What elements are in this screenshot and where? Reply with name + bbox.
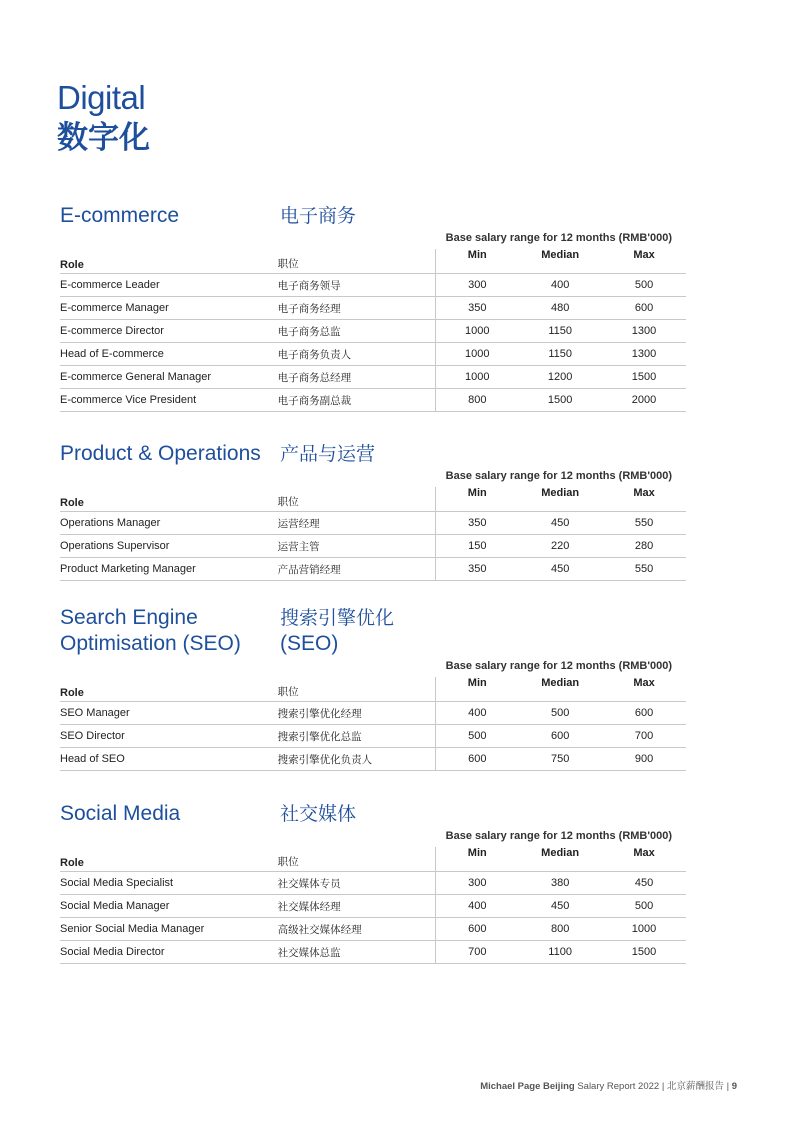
- median-cell: 450: [518, 558, 602, 581]
- table-row: [60, 702, 686, 725]
- max-cell: 280: [602, 535, 686, 558]
- max-cell: 600: [602, 702, 686, 725]
- header-median: Median: [518, 249, 602, 274]
- salary-range-label: Base salary range for 12 months (RMB'000): [445, 232, 672, 244]
- median-cell: 800: [518, 918, 602, 941]
- page-title-en: Digital: [57, 79, 146, 116]
- min-cell: 500: [436, 725, 518, 748]
- role-cell: Product Marketing Manager: [60, 558, 278, 581]
- section-title-en: Social Media: [60, 802, 181, 825]
- role-cell: Social Media Manager: [60, 895, 278, 918]
- median-cell: 1100: [518, 941, 602, 964]
- role-cell: Head of SEO: [60, 748, 278, 771]
- median-cell: 750: [518, 748, 602, 771]
- role-cn-cell: 电子商务副总裁: [278, 389, 436, 412]
- header-median: Median: [518, 487, 602, 512]
- max-cell: 1300: [602, 320, 686, 343]
- table-row: [60, 274, 686, 297]
- salary-table: [60, 249, 686, 412]
- page-number: 9: [731, 1081, 737, 1092]
- min-cell: 1000: [436, 343, 518, 366]
- role-cell: Senior Social Media Manager: [60, 918, 278, 941]
- table-row: [60, 725, 686, 748]
- footer-separator: |: [661, 1081, 665, 1092]
- median-cell: 380: [518, 872, 602, 895]
- max-cell: 1500: [602, 941, 686, 964]
- section-title-cn-line2: (SEO): [280, 632, 339, 655]
- header-role: Role: [60, 847, 278, 872]
- max-cell: 550: [602, 512, 686, 535]
- table-row: [60, 748, 686, 771]
- role-cell: Operations Supervisor: [60, 535, 278, 558]
- role-cn-cell: 社交媒体总监: [278, 941, 436, 964]
- min-cell: 800: [436, 389, 518, 412]
- page-title-cn: 数字化: [57, 120, 150, 156]
- table-header-row: [60, 249, 686, 274]
- table-header-row: [60, 847, 686, 872]
- max-cell: 550: [602, 558, 686, 581]
- min-cell: 350: [436, 558, 518, 581]
- role-cell: E-commerce General Manager: [60, 366, 278, 389]
- role-cn-cell: 电子商务总经理: [278, 366, 436, 389]
- section-seo: [60, 605, 686, 766]
- role-cn-cell: 产品营销经理: [278, 558, 436, 581]
- max-cell: 1500: [602, 366, 686, 389]
- max-cell: 700: [602, 725, 686, 748]
- median-cell: 220: [518, 535, 602, 558]
- max-cell: 900: [602, 748, 686, 771]
- section-product-operations: [60, 441, 686, 576]
- table-header-row: [60, 677, 686, 702]
- table-row: [60, 535, 686, 558]
- max-cell: 500: [602, 895, 686, 918]
- footer-separator: |: [726, 1081, 730, 1092]
- header-min: Min: [436, 487, 518, 512]
- median-cell: 480: [518, 297, 602, 320]
- role-cn-cell: 电子商务经理: [278, 297, 436, 320]
- max-cell: 2000: [602, 389, 686, 412]
- min-cell: 350: [436, 297, 518, 320]
- header-median: Median: [518, 677, 602, 702]
- table-row: [60, 872, 686, 895]
- table-header-row: [60, 487, 686, 512]
- footer-brand: Michael Page Beijing: [480, 1081, 575, 1092]
- role-cell: E-commerce Manager: [60, 297, 278, 320]
- header-min: Min: [436, 677, 518, 702]
- role-cell: Head of E-commerce: [60, 343, 278, 366]
- min-cell: 700: [436, 941, 518, 964]
- min-cell: 300: [436, 872, 518, 895]
- role-cn-cell: 社交媒体经理: [278, 895, 436, 918]
- min-cell: 400: [436, 895, 518, 918]
- section-title-en-line2: Optimisation (SEO): [60, 632, 241, 655]
- median-cell: 1500: [518, 389, 602, 412]
- section-social-media: [60, 801, 686, 959]
- header-role: Role: [60, 487, 278, 512]
- header-cn: 职位: [278, 487, 436, 512]
- table-row: [60, 512, 686, 535]
- header-min: Min: [436, 847, 518, 872]
- role-cell: E-commerce Leader: [60, 274, 278, 297]
- min-cell: 400: [436, 702, 518, 725]
- header-max: Max: [602, 847, 686, 872]
- median-cell: 450: [518, 512, 602, 535]
- role-cn-cell: 搜索引擎优化总监: [278, 725, 436, 748]
- role-cell: E-commerce Director: [60, 320, 278, 343]
- min-cell: 600: [436, 918, 518, 941]
- salary-range-label: Base salary range for 12 months (RMB'000): [445, 660, 672, 672]
- page-footer: [480, 1078, 737, 1092]
- salary-range-label: Base salary range for 12 months (RMB'000): [445, 830, 672, 842]
- min-cell: 150: [436, 535, 518, 558]
- role-cn-cell: 电子商务负责人: [278, 343, 436, 366]
- role-cn-cell: 电子商务领导: [278, 274, 436, 297]
- salary-range-label: Base salary range for 12 months (RMB'000): [445, 470, 672, 482]
- section-ecommerce: [60, 203, 686, 407]
- header-max: Max: [602, 249, 686, 274]
- median-cell: 1150: [518, 343, 602, 366]
- role-cell: Operations Manager: [60, 512, 278, 535]
- min-cell: 1000: [436, 320, 518, 343]
- header-role: Role: [60, 677, 278, 702]
- min-cell: 1000: [436, 366, 518, 389]
- max-cell: 1000: [602, 918, 686, 941]
- role-cn-cell: 高级社交媒体经理: [278, 918, 436, 941]
- table-row: [60, 918, 686, 941]
- role-cn-cell: 搜索引擎优化负责人: [278, 748, 436, 771]
- header-max: Max: [602, 487, 686, 512]
- median-cell: 450: [518, 895, 602, 918]
- header-cn: 职位: [278, 847, 436, 872]
- table-row: [60, 941, 686, 964]
- table-row: [60, 558, 686, 581]
- max-cell: 500: [602, 274, 686, 297]
- role-cn-cell: 电子商务总监: [278, 320, 436, 343]
- median-cell: 1200: [518, 366, 602, 389]
- table-row: [60, 297, 686, 320]
- max-cell: 450: [602, 872, 686, 895]
- header-cn: 职位: [278, 677, 436, 702]
- min-cell: 350: [436, 512, 518, 535]
- header-cn: 职位: [278, 249, 436, 274]
- salary-table: [60, 677, 686, 771]
- section-title-en: [60, 605, 241, 657]
- median-cell: 600: [518, 725, 602, 748]
- role-cn-cell: 运营经理: [278, 512, 436, 535]
- role-cn-cell: 搜索引擎优化经理: [278, 702, 436, 725]
- footer-report: Salary Report 2022: [577, 1081, 660, 1092]
- role-cn-cell: 运营主管: [278, 535, 436, 558]
- min-cell: 600: [436, 748, 518, 771]
- table-row: [60, 320, 686, 343]
- section-title-cn: [280, 605, 394, 657]
- section-title-cn-line1: 搜索引擎优化: [280, 607, 395, 629]
- median-cell: 1150: [518, 320, 602, 343]
- section-title-cn: 社交媒体: [280, 803, 357, 825]
- header-min: Min: [436, 249, 518, 274]
- section-title-cn: 电子商务: [280, 205, 357, 227]
- role-cn-cell: 社交媒体专员: [278, 872, 436, 895]
- role-cell: SEO Manager: [60, 702, 278, 725]
- section-title-en-line1: Search Engine: [60, 606, 198, 629]
- section-title-cn: 产品与运营: [280, 443, 376, 465]
- section-title-en: E-commerce: [60, 204, 180, 227]
- header-median: Median: [518, 847, 602, 872]
- min-cell: 300: [436, 274, 518, 297]
- median-cell: 400: [518, 274, 602, 297]
- footer-report-cn: 北京薪酬报告: [666, 1081, 724, 1092]
- max-cell: 1300: [602, 343, 686, 366]
- salary-table: [60, 847, 686, 964]
- table-row: [60, 366, 686, 389]
- max-cell: 600: [602, 297, 686, 320]
- section-title-en: Product & Operations: [60, 442, 261, 465]
- header-role: Role: [60, 249, 278, 274]
- table-row: [60, 895, 686, 918]
- header-max: Max: [602, 677, 686, 702]
- role-cell: Social Media Director: [60, 941, 278, 964]
- table-row: [60, 343, 686, 366]
- role-cell: Social Media Specialist: [60, 872, 278, 895]
- table-row: [60, 389, 686, 412]
- role-cell: E-commerce Vice President: [60, 389, 278, 412]
- median-cell: 500: [518, 702, 602, 725]
- role-cell: SEO Director: [60, 725, 278, 748]
- salary-table: [60, 487, 686, 581]
